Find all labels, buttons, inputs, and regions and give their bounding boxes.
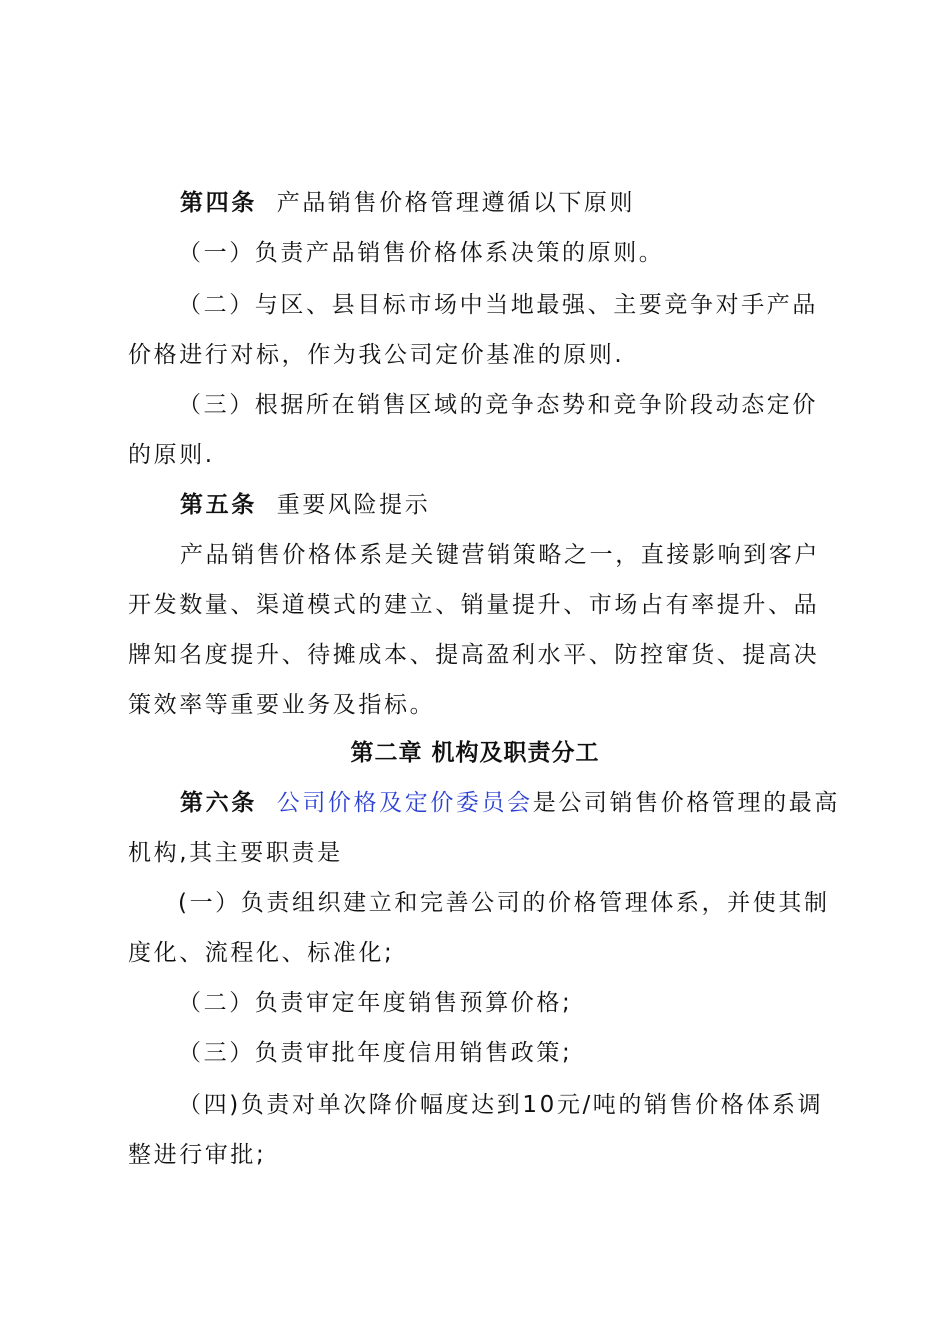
article6-item-1: (一）负责组织建立和完善公司的价格管理体系，并使其制 <box>178 890 830 916</box>
article5-heading: 第五条 <box>180 492 257 518</box>
article4-item-3: （三）根据所在销售区域的竞争态势和竞争阶段动态定价 <box>178 392 818 418</box>
article6-item-1-cont: 度化、流程化、标准化; <box>128 940 395 966</box>
article5-body-line-3: 牌知名度提升、待摊成本、提高盈利水平、防控窜货、提高决 <box>128 642 820 668</box>
article4-heading: 第四条 <box>180 190 257 216</box>
article6-heading-line <box>180 788 840 818</box>
article6-text: 是公司销售价格管理的最高 <box>532 790 840 816</box>
committee-link[interactable]: 公司价格及定价委员会 <box>276 790 533 816</box>
chapter-title: 第二章 机构及职责分工 <box>350 740 600 766</box>
article5-body-line-4: 策效率等重要业务及指标。 <box>128 692 436 718</box>
article5-heading-line <box>180 490 830 520</box>
article6-item-4-cont: 整进行审批; <box>128 1142 267 1168</box>
article4-item-1: （一）负责产品销售价格体系决策的原则。 <box>178 240 665 266</box>
article6-item-3: （三）负责审批年度信用销售政策; <box>178 1040 573 1066</box>
article4-item-2: （二）与区、县目标市场中当地最强、主要竞争对手产品 <box>178 292 818 318</box>
article4-title: 产品销售价格管理遵循以下原则 <box>276 190 636 216</box>
article4-heading-line <box>180 188 830 218</box>
article6-text-cont: 机构,其主要职责是 <box>128 840 343 866</box>
article5-body-line-1: 产品销售价格体系是关键营销策略之一，直接影响到客户 <box>180 542 820 568</box>
article4-item-2-cont: 价格进行对标，作为我公司定价基准的原则. <box>128 342 625 368</box>
article4-item-3-cont: 的原则. <box>128 442 215 468</box>
article6-item-4: （四)负责对单次降价幅度达到10元/吨的销售价格体系调 <box>178 1092 824 1118</box>
article5-body-line-2: 开发数量、渠道模式的建立、销量提升、市场占有率提升、品 <box>128 592 820 618</box>
article5-title: 重要风险提示 <box>276 492 431 518</box>
article6-item-2: （二）负责审定年度销售预算价格; <box>178 990 573 1016</box>
article6-heading: 第六条 <box>180 790 257 816</box>
